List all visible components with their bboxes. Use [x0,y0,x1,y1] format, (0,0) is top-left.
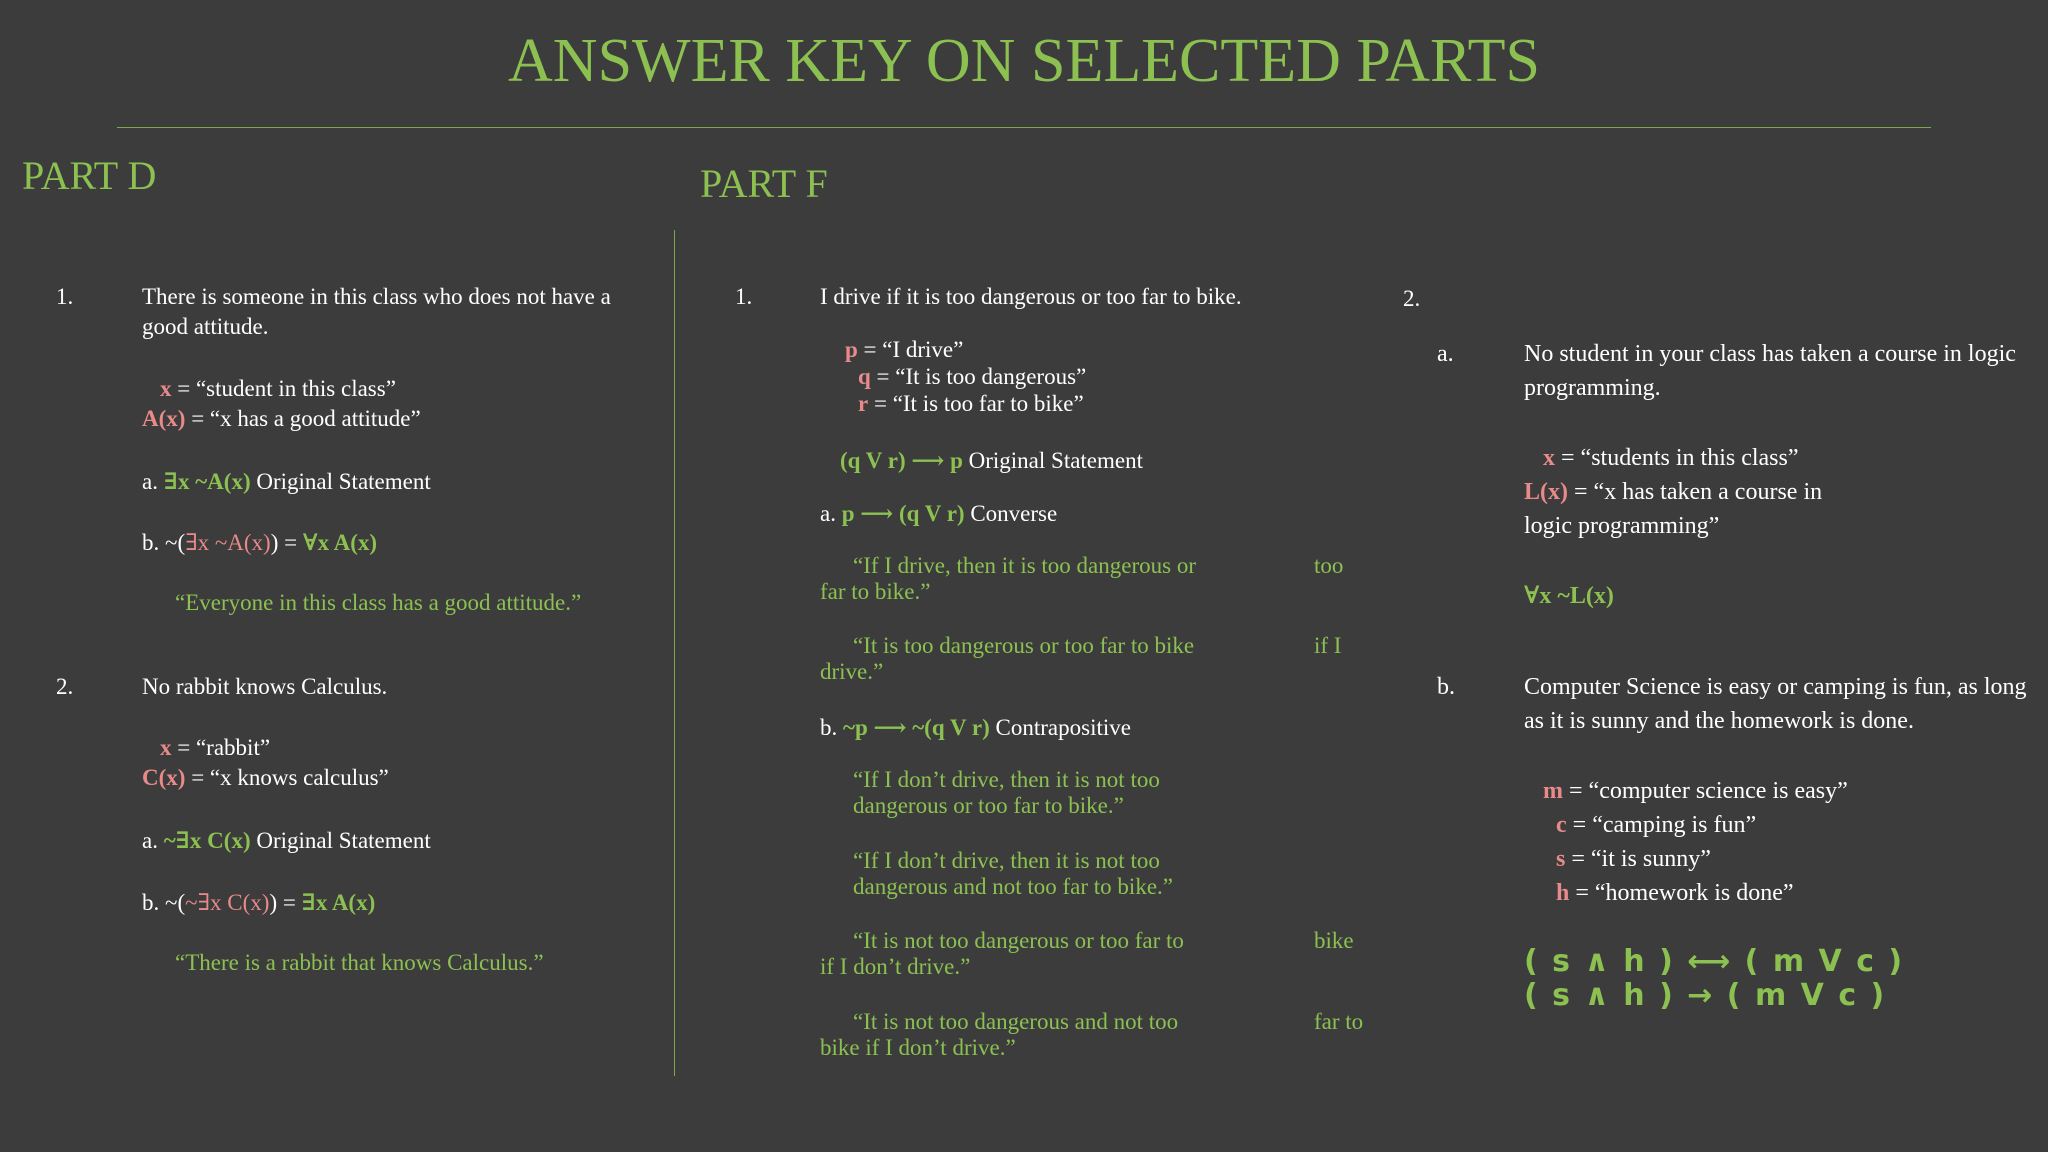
item-label: a. [142,469,158,494]
part-f-q2-biconditional-expression: ( s ∧ h ) ⟷ ( m V c ) [1524,944,1905,979]
expression: ∃x ~A(x) [163,469,251,494]
variable-q-meaning: = “It is too dangerous” [876,364,1087,389]
part-f-q2-a-label: a. [1437,341,1454,367]
part-d-q2-quote: “There is a rabbit that knows Calculus.” [175,950,544,975]
variable-x-meaning: = “students in this class” [1561,445,1799,471]
variable-c: c [1556,812,1567,838]
part-f-b-quote3-side: bike [1314,928,1354,953]
equals-sign: ) = [270,530,298,555]
part-d-q2-number: 2. [56,674,74,699]
part-d-q1-number: 1. [56,284,74,309]
part-f-q2-L-definition [1524,475,1822,509]
part-f-heading: PART F [700,161,828,206]
variable-h-meaning: = “homework is done” [1575,880,1794,906]
predicate-C-meaning: = “x knows calculus” [191,765,389,790]
part-f-q2-b-label: b. [1437,674,1455,700]
part-f-q2-a-text-line2: programming. [1524,375,1661,401]
part-f-a-quote2-line1: “It is too dangerous or too far to bike [853,633,1195,658]
part-d-q1-a [142,467,431,497]
expression-note: Original Statement [256,469,431,494]
equals-sign: ) = [269,890,296,915]
variable-m: m [1543,778,1563,804]
part-f-b-quote3-line2: if I don’t drive.” [820,954,971,979]
part-f-a-quote1-side: too [1314,553,1344,578]
part-f-q2-L-definition-line2: logic programming” [1524,513,1720,539]
part-d-q1-text-line2: good attitude. [142,314,269,339]
part-f-q1-number: 1. [735,284,753,309]
variable-x-meaning: = “rabbit” [177,735,271,760]
variable-c-meaning: = “camping is fun” [1572,812,1757,838]
variable-h: h [1556,880,1570,906]
part-f-q2-c-definition [1556,808,1756,842]
variable-x: x [1543,445,1555,471]
part-f-b-quote3-line1: “It is not too dangerous or too far to [853,928,1184,953]
part-f-a-quote2-side: if I [1314,633,1342,658]
predicate-L-meaning: = “x has taken a course in [1574,479,1823,505]
expression-note: Contrapositive [995,715,1131,740]
part-f-q2-number: 2. [1403,286,1421,311]
part-f-b-quote1-line2: dangerous or too far to bike.” [853,793,1124,818]
part-f-b-quote2-line1: “If I don’t drive, then it is not too [853,848,1160,873]
part-f-q2-m-definition [1543,774,1848,808]
result-expression: ∀x A(x) [302,530,378,555]
part-f-q2-a-text-line1: No student in your class has taken a course in logic [1524,341,2016,367]
part-f-b-quote4-side: far to [1314,1009,1364,1034]
title-divider [117,127,1931,128]
part-f-b-quote1-line1: “If I don’t drive, then it is not too [853,767,1160,792]
expression-note: Converse [970,501,1058,526]
part-f-q2-h-definition [1556,876,1794,910]
part-f-a-quote1-line2: far to bike.” [820,579,931,604]
part-d-q2-b [142,888,375,918]
predicate-L: L(x) [1524,479,1568,505]
page-title: ANSWER KEY ON SELECTED PARTS [508,27,1540,95]
variable-p-meaning: = “I drive” [863,337,964,362]
part-f-q2-b-text-line2: as it is sunny and the homework is done. [1524,708,1914,734]
part-d-q1-text-line1: There is someone in this class who does not have a [142,284,611,309]
part-d-q1-b [142,528,377,558]
item-label: a. [820,501,836,526]
part-f-q1-p-definition [845,336,963,363]
variable-r: r [858,391,869,416]
part-d-q1-x-definition [160,374,396,404]
part-d-q2-text: No rabbit knows Calculus. [142,674,388,699]
column-divider [674,230,675,1076]
variable-s-meaning: = “it is sunny” [1571,846,1711,872]
variable-x: x [160,735,172,760]
predicate-A: A(x) [142,406,186,431]
part-f-q1-b [820,713,1131,743]
part-f-q2-a-expression: ∀x ~L(x) [1524,583,1614,609]
part-d-q2-a [142,826,431,856]
part-f-q1-r-definition [858,390,1084,417]
expression: ~∃x C(x) [163,828,251,853]
variable-x: x [160,376,172,401]
variable-x-meaning: = “student in this class” [177,376,396,401]
part-f-q1-a [820,499,1057,529]
part-d-heading: PART D [22,153,157,198]
negated-expression: ∃x ~A(x) [185,530,271,555]
variable-m-meaning: = “computer science is easy” [1569,778,1848,804]
item-label: a. [142,828,158,853]
part-f-q2-conditional-expression: ( s ∧ h ) → ( m V c ) [1524,978,1887,1013]
expression: ~p ⟶ ~(q V r) [843,715,990,740]
part-f-b-quote4-line1: “It is not too dangerous and not too [853,1009,1179,1034]
item-label: b. ~( [142,530,186,555]
variable-p: p [845,337,858,362]
result-expression: ∃x A(x) [301,890,376,915]
variable-r-meaning: = “It is too far to bike” [873,391,1084,416]
part-f-q1-text: I drive if it is too dangerous or too far to bike. [820,284,1242,309]
part-f-a-quote1-line1: “If I drive, then it is too dangerous or [853,553,1196,578]
expression: p ⟶ (q V r) [841,501,965,526]
part-f-q1-original [840,446,1143,476]
part-d-q2-C-definition [142,763,389,793]
variable-q: q [858,364,871,389]
part-f-b-quote2-line2: dangerous and not too far to bike.” [853,874,1173,899]
part-d-q2-x-definition [160,733,270,763]
part-f-b-quote4-line2: bike if I don’t drive.” [820,1035,1016,1060]
item-label: b. [820,715,838,740]
part-f-a-quote2-line2: drive.” [820,659,884,684]
predicate-C: C(x) [142,765,186,790]
part-f-q2-s-definition [1556,842,1711,876]
expression-note: Original Statement [968,448,1144,473]
part-f-q1-q-definition [858,363,1086,390]
part-d-q1-quote: “Everyone in this class has a good attitude.” [175,590,582,615]
part-f-q2-b-text-line1: Computer Science is easy or camping is fun, as long [1524,674,2027,700]
variable-s: s [1556,846,1566,872]
part-d-q1-A-definition [142,404,421,434]
item-label: b. ~( [142,890,186,915]
predicate-A-meaning: = “x has a good attitude” [191,406,421,431]
expression-note: Original Statement [256,828,431,853]
negated-expression: ~∃x C(x) [185,890,270,915]
part-f-q2-x-definition [1543,441,1799,475]
expression: (q V r) ⟶ p [840,448,963,473]
